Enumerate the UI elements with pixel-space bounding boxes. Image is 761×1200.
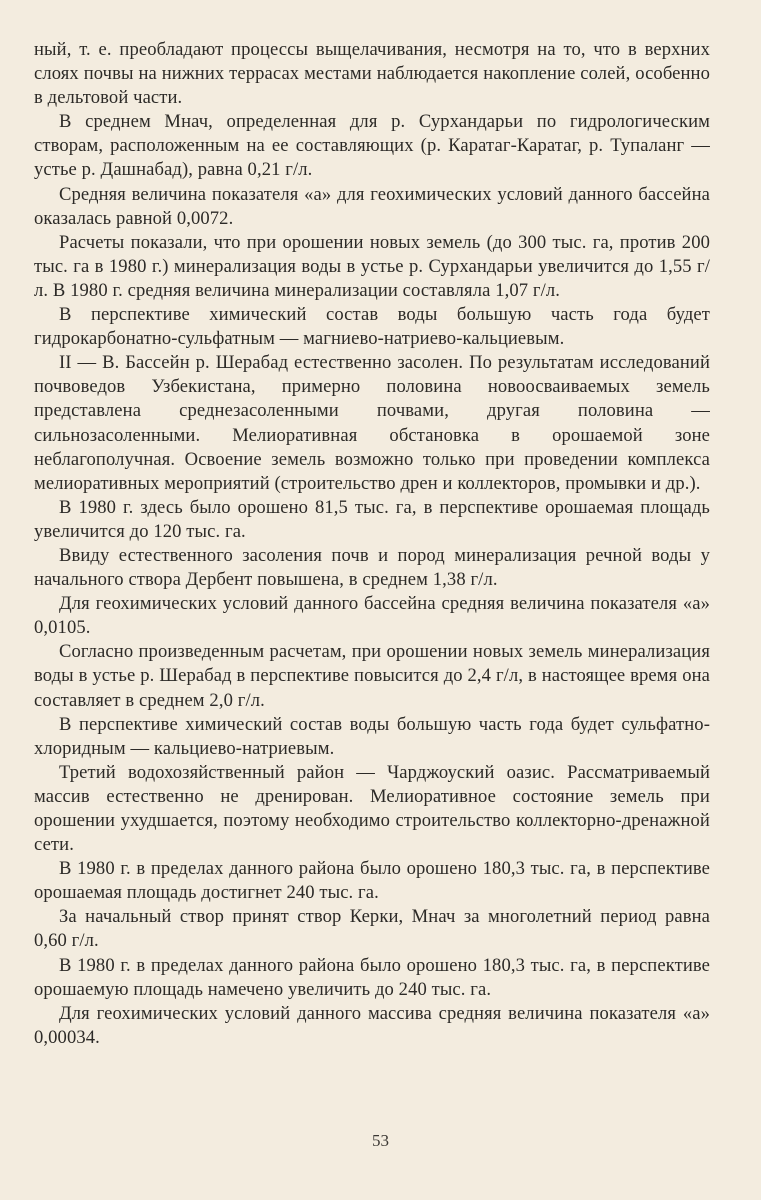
text-column xyxy=(34,38,710,1050)
paragraph-5: В перспективе химический состав воды большую часть года будет гидрокарбонатно-сульфатным — магниево-натриево-кальциевым. xyxy=(34,304,710,350)
paragraph-10: Согласно произведенным расчетам, при орошении новых земель минерализация воды в устье р. Шерабад в перспективе повысится до 2,4 г/л, в настоящее время она составляет в среднем 2,0 г/л. xyxy=(34,641,710,711)
paragraph-12: Третий водохозяйственный район — Чарджоуский оазис. Рассматриваемый массив естественно не дренирован. Мелиоративное состояние земель при орошении ухудшается, поэтому необходимо строительство коллекторно-дренажной сети. xyxy=(34,761,710,856)
paragraph-9: Для геохимических условий данного бассейна средняя величина показателя «а» 0,0105. xyxy=(34,593,710,639)
paragraph-11: В перспективе химический состав воды большую часть года будет сульфатно-хлоридным — кальциево-натриевым. xyxy=(34,713,710,759)
paragraph-7: В 1980 г. здесь было орошено 81,5 тыс. га, в перспективе орошаемая площадь увеличится до 120 тыс. га. xyxy=(34,496,710,542)
paragraph-4: Расчеты показали, что при орошении новых земель (до 300 тыс. га, против 200 тыс. га в 1980 г.) минерализация воды в устье р. Сурхандарьи увеличится до 1,55 г/л. В 1980 г. средняя величина минерализации составляла 1,07 г/л. xyxy=(34,231,710,301)
paragraph-16: Для геохимических условий данного массива средняя величина показателя «а» 0,00034. xyxy=(34,1002,710,1048)
paragraph-1: ный, т. е. преобладают процессы выщелачивания, несмотря на то, что в верхних слоях почвы на нижних террасах местами наблюдается накопление солей, особенно в дельтовой части. xyxy=(34,39,710,109)
paragraph-2: В среднем Мнач, определенная для р. Сурхандарьи по гидрологическим створам, расположенным на ее составляющих (р. Каратаг-Каратаг, р. Тупаланг — устье р. Дашнабад), равна 0,21 г/л. xyxy=(34,111,710,181)
paragraph-14: За начальный створ принят створ Керки, Мнач за многолетний период равна 0,60 г/л. xyxy=(34,906,710,952)
paragraph-6: II — В. Бассейн р. Шерабад естественно засолен. По результатам исследований почвоведов Узбекистана, примерно половина новоосваиваемых земель представлена среднезасоленными почвами, другая половина — сильнозасоленными. Мелиоративная обстановка в орошаемой зоне неблагополучная. Освоение земель возможно только при проведении комплекса мелиоративных мероприятий (строительство дрен и коллекторов, промывки и др.). xyxy=(34,352,710,494)
paragraph-8: Ввиду естественного засоления почв и пород минерализация речной воды у начального створа Дербент повышена, в среднем 1,38 г/л. xyxy=(34,544,710,591)
paragraph-15: В 1980 г. в пределах данного района было орошено 180,3 тыс. га, в перспективе орошаемую площадь намечено увеличить до 240 тыс. га. xyxy=(34,954,710,1000)
paragraph-3: Средняя величина показателя «а» для геохимических условий данного бассейна оказалась равной 0,0072. xyxy=(34,183,710,229)
page-number: 53 xyxy=(372,1131,389,1150)
paragraph-13: В 1980 г. в пределах данного района было орошено 180,3 тыс. га, в перспективе орошаемая площадь достигнет 240 тыс. га. xyxy=(34,858,710,904)
